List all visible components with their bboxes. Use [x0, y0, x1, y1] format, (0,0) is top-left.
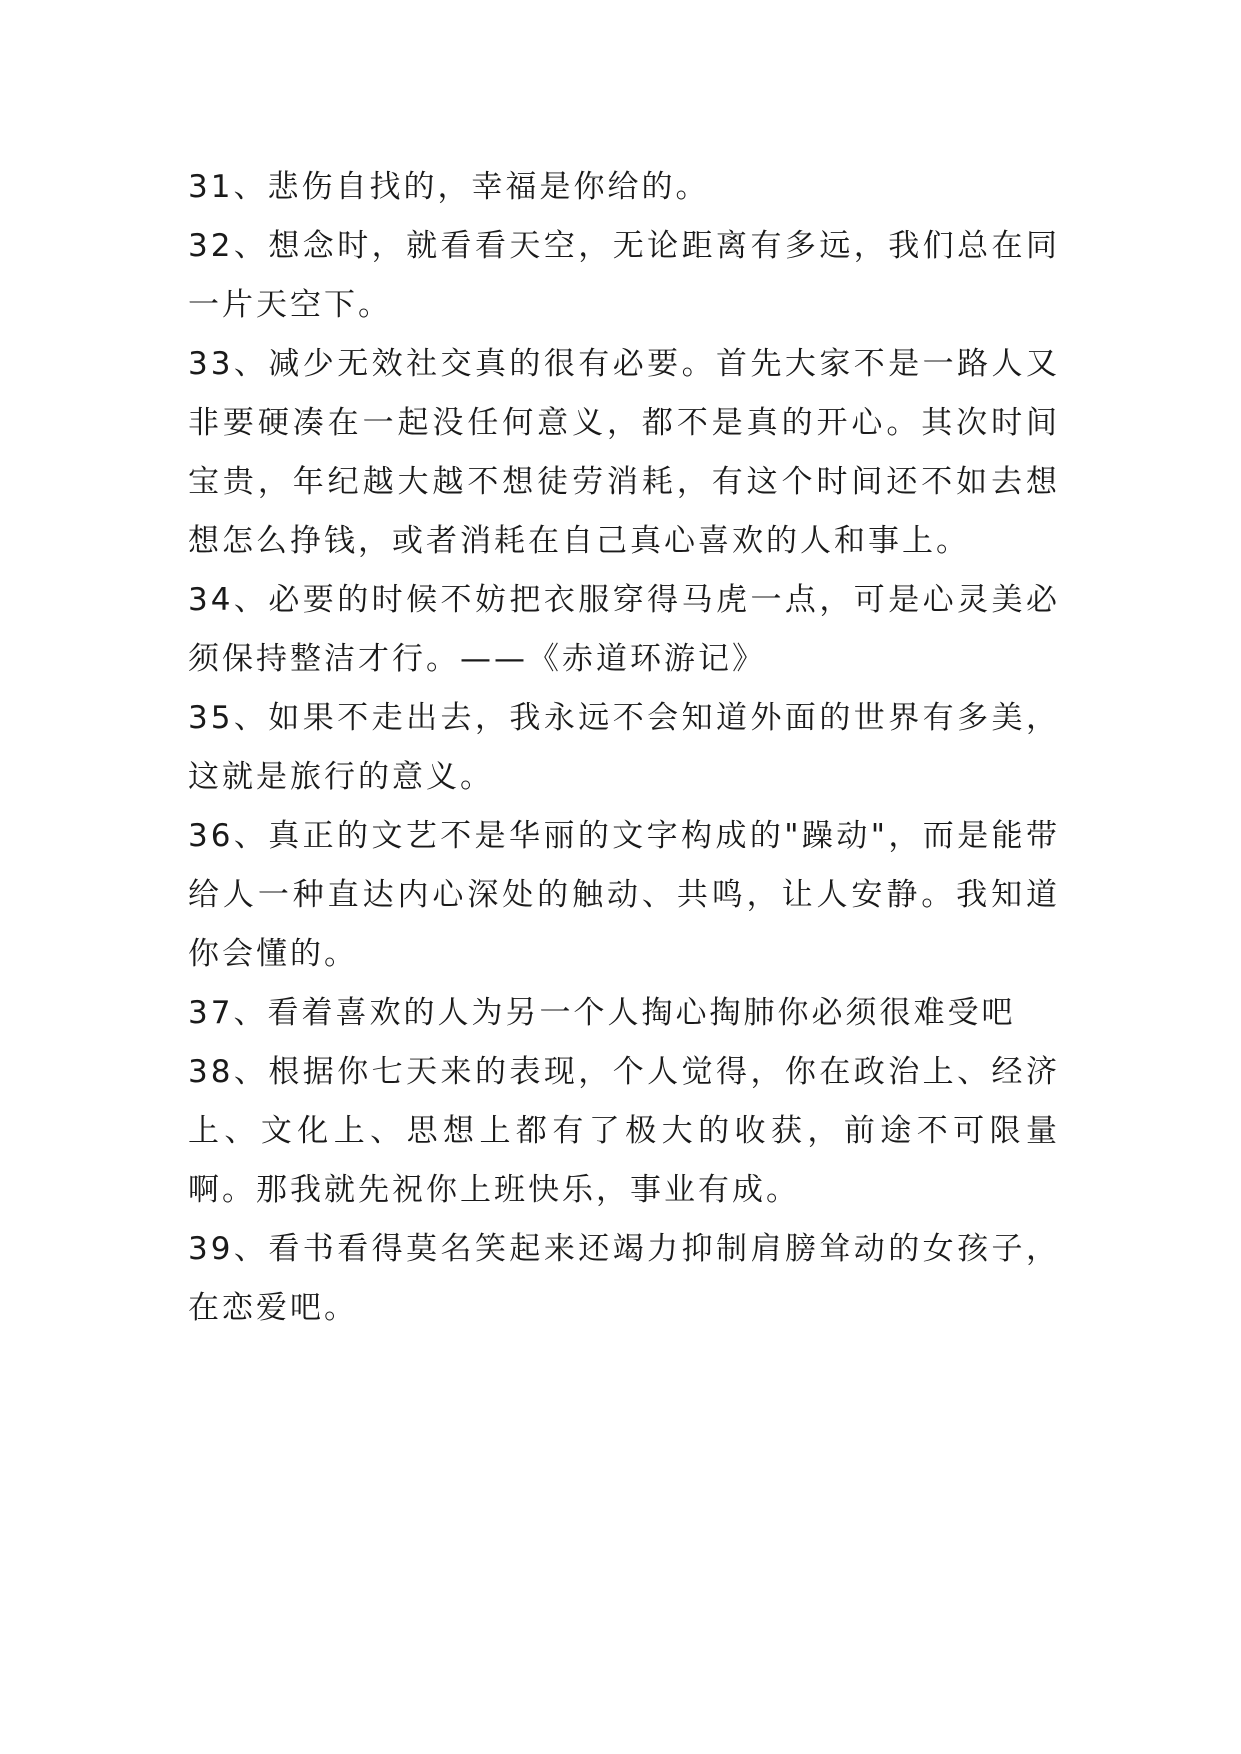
quote-38: 38、根据你七天来的表现，个人觉得，你在政治上、经济上、文化上、思想上都有了极大的收获，前途不可限量啊。那我就先祝你上班快乐，事业有成。 — [188, 1054, 1060, 1208]
quote-32: 32、想念时，就看看天空，无论距离有多远，我们总在同一片天空下。 — [188, 228, 1060, 323]
quote-35: 35、如果不走出去，我永远不会知道外面的世界有多美，这就是旅行的意义。 — [188, 700, 1060, 795]
document-body — [188, 158, 1060, 1338]
quote-31: 31、悲伤自找的，幸福是你给的。 — [188, 169, 710, 205]
quote-37: 37、看着喜欢的人为另一个人掏心掏肺你必须很难受吧 — [188, 995, 1016, 1031]
quote-36: 36、真正的文艺不是华丽的文字构成的"躁动"，而是能带给人一种直达内心深处的触动、共鸣，让人安静。我知道你会懂的。 — [188, 818, 1060, 972]
quote-33: 33、减少无效社交真的很有必要。首先大家不是一路人又非要硬凑在一起没任何意义，都不是真的开心。其次时间宝贵，年纪越大越不想徒劳消耗，有这个时间还不如去想想怎么挣钱，或者消耗在自己真心喜欢的人和事上。 — [188, 346, 1060, 559]
quote-39: 39、看书看得莫名笑起来还竭力抑制肩膀耸动的女孩子，在恋爱吧。 — [188, 1231, 1060, 1326]
quote-34: 34、必要的时候不妨把衣服穿得马虎一点，可是心灵美必须保持整洁才行。——《赤道环游记》 — [188, 582, 1060, 677]
